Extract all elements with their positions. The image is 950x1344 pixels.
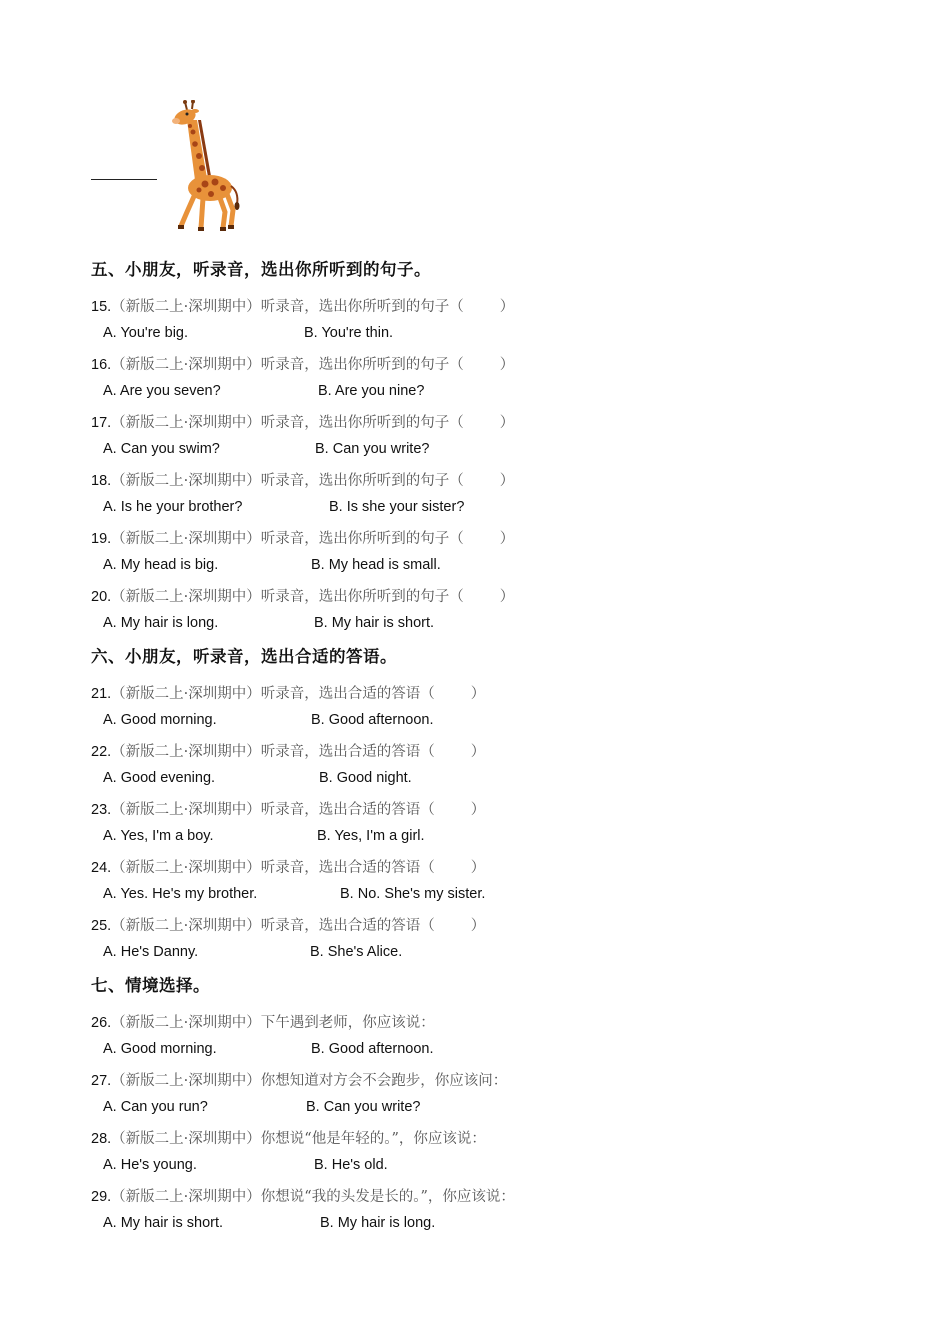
question-text: 听录音，选出合适的答语（ (260, 744, 435, 760)
option-b[interactable]: B. Can you write? (315, 441, 430, 457)
question-27 (91, 1069, 507, 1090)
question-text: 你想知道对方会不会跑步，你应该问： (260, 1073, 508, 1089)
option-b[interactable]: B. My head is small. (311, 557, 441, 573)
option-b[interactable]: B. Good night. (319, 770, 412, 786)
question-20 (91, 585, 514, 606)
question-source: （新版二上·深圳期中） (111, 860, 261, 876)
question-number: 24. (91, 860, 112, 876)
section-heading-6: 六、小朋友，听录音，选出合适的答语。 (91, 647, 397, 666)
question-22 (91, 740, 485, 761)
question-number: 21. (91, 686, 112, 702)
option-a[interactable]: A. He's Danny. (103, 944, 199, 960)
question-source: （新版二上·深圳期中） (111, 686, 261, 702)
question-text: 下午遇到老师，你应该说： (260, 1015, 435, 1031)
answer-paren-close: ） (470, 744, 486, 760)
option-b[interactable]: B. Good afternoon. (311, 1041, 434, 1057)
question-number: 23. (91, 802, 112, 818)
question-source: （新版二上·深圳期中） (111, 802, 261, 818)
answer-paren-close: ） (470, 802, 486, 818)
question-source: （新版二上·深圳期中） (111, 473, 261, 489)
question-text: 听录音，选出你所听到的句子（ (260, 589, 464, 605)
answer-paren-close: ） (470, 860, 486, 876)
question-19 (91, 527, 514, 548)
answer-paren-close: ） (499, 589, 515, 605)
question-source: （新版二上·深圳期中） (111, 918, 261, 934)
answer-paren-close: ） (499, 531, 515, 547)
question-21 (91, 682, 485, 703)
question-source: （新版二上·深圳期中） (111, 744, 261, 760)
question-text: 听录音，选出你所听到的句子（ (260, 357, 464, 373)
question-number: 17. (91, 415, 112, 431)
question-25 (91, 914, 485, 935)
option-a[interactable]: A. My hair is short. (103, 1215, 224, 1231)
question-text: 听录音，选出合适的答语（ (260, 802, 435, 818)
option-a[interactable]: A. Good morning. (103, 712, 217, 728)
question-15 (91, 295, 514, 316)
question-source: （新版二上·深圳期中） (111, 589, 261, 605)
question-number: 25. (91, 918, 112, 934)
question-18 (91, 469, 514, 490)
question-28 (91, 1127, 486, 1148)
section-heading-7: 七、情境选择。 (91, 976, 210, 995)
option-b[interactable]: B. No. She's my sister. (340, 886, 486, 902)
option-a[interactable]: A. Can you swim? (103, 441, 220, 457)
option-b[interactable]: B. You're thin. (304, 325, 394, 341)
question-source: （新版二上·深圳期中） (111, 1073, 261, 1089)
question-23 (91, 798, 485, 819)
question-text: 听录音，选出合适的答语（ (260, 918, 435, 934)
option-b[interactable]: B. Is she your sister? (329, 499, 465, 515)
answer-paren-close: ） (470, 918, 486, 934)
option-b[interactable]: B. Are you nine? (318, 383, 425, 399)
question-text: 听录音，选出你所听到的句子（ (260, 531, 464, 547)
option-a[interactable]: A. Yes, I'm a boy. (103, 828, 214, 844)
question-text: 听录音，选出你所听到的句子（ (260, 415, 464, 431)
question-source: （新版二上·深圳期中） (111, 1131, 261, 1147)
answer-paren-close: ） (470, 686, 486, 702)
question-number: 16. (91, 357, 112, 373)
option-b[interactable]: B. My hair is short. (314, 615, 435, 631)
question-source: （新版二上·深圳期中） (111, 1189, 261, 1205)
question-17 (91, 411, 514, 432)
option-b[interactable]: B. Can you write? (306, 1099, 421, 1115)
option-a[interactable]: A. My hair is long. (103, 615, 219, 631)
option-b[interactable]: B. She's Alice. (310, 944, 403, 960)
giraffe-image (165, 100, 245, 232)
option-b[interactable]: B. Good afternoon. (311, 712, 434, 728)
question-text: 听录音，选出合适的答语（ (260, 860, 435, 876)
question-number: 18. (91, 473, 112, 489)
option-a[interactable]: A. Are you seven? (103, 383, 221, 399)
question-number: 20. (91, 589, 112, 605)
question-number: 28. (91, 1131, 112, 1147)
question-source: （新版二上·深圳期中） (111, 1015, 261, 1031)
question-number: 26. (91, 1015, 112, 1031)
question-number: 27. (91, 1073, 112, 1089)
option-a[interactable]: A. You're big. (103, 325, 189, 341)
option-a[interactable]: A. Yes. He's my brother. (103, 886, 258, 902)
option-b[interactable]: B. He's old. (314, 1157, 388, 1173)
question-text: 听录音，选出你所听到的句子（ (260, 299, 464, 315)
question-16 (91, 353, 514, 374)
answer-paren-close: ） (499, 357, 515, 373)
question-source: （新版二上·深圳期中） (111, 415, 261, 431)
question-text: 听录音，选出你所听到的句子（ (260, 473, 464, 489)
question-26 (91, 1011, 435, 1032)
question-24 (91, 856, 485, 877)
question-number: 22. (91, 744, 112, 760)
answer-paren-close: ） (499, 299, 515, 315)
option-a[interactable]: A. He's young. (103, 1157, 197, 1173)
question-number: 15. (91, 299, 112, 315)
answer-paren-close: ） (499, 415, 515, 431)
option-a[interactable]: A. Good evening. (103, 770, 216, 786)
question-source: （新版二上·深圳期中） (111, 531, 261, 547)
option-a[interactable]: A. Is he your brother? (103, 499, 243, 515)
question-text: 你想说“我的头发是长的。”，你应该说： (260, 1189, 515, 1205)
question-number: 19. (91, 531, 112, 547)
answer-paren-close: ） (499, 473, 515, 489)
question-text: 你想说“他是年轻的。”，你应该说： (260, 1131, 486, 1147)
question-number: 29. (91, 1189, 112, 1205)
option-a[interactable]: A. Good morning. (103, 1041, 217, 1057)
answer-blank-line (91, 179, 157, 180)
section-heading-5: 五、小朋友，听录音，选出你所听到的句子。 (91, 260, 431, 279)
question-text: 听录音，选出合适的答语（ (260, 686, 435, 702)
option-a[interactable]: A. Can you run? (103, 1099, 208, 1115)
option-b[interactable]: B. My hair is long. (320, 1215, 436, 1231)
option-a[interactable]: A. My head is big. (103, 557, 219, 573)
question-source: （新版二上·深圳期中） (111, 299, 261, 315)
option-b[interactable]: B. Yes, I'm a girl. (317, 828, 425, 844)
question-source: （新版二上·深圳期中） (111, 357, 261, 373)
question-29 (91, 1185, 515, 1206)
